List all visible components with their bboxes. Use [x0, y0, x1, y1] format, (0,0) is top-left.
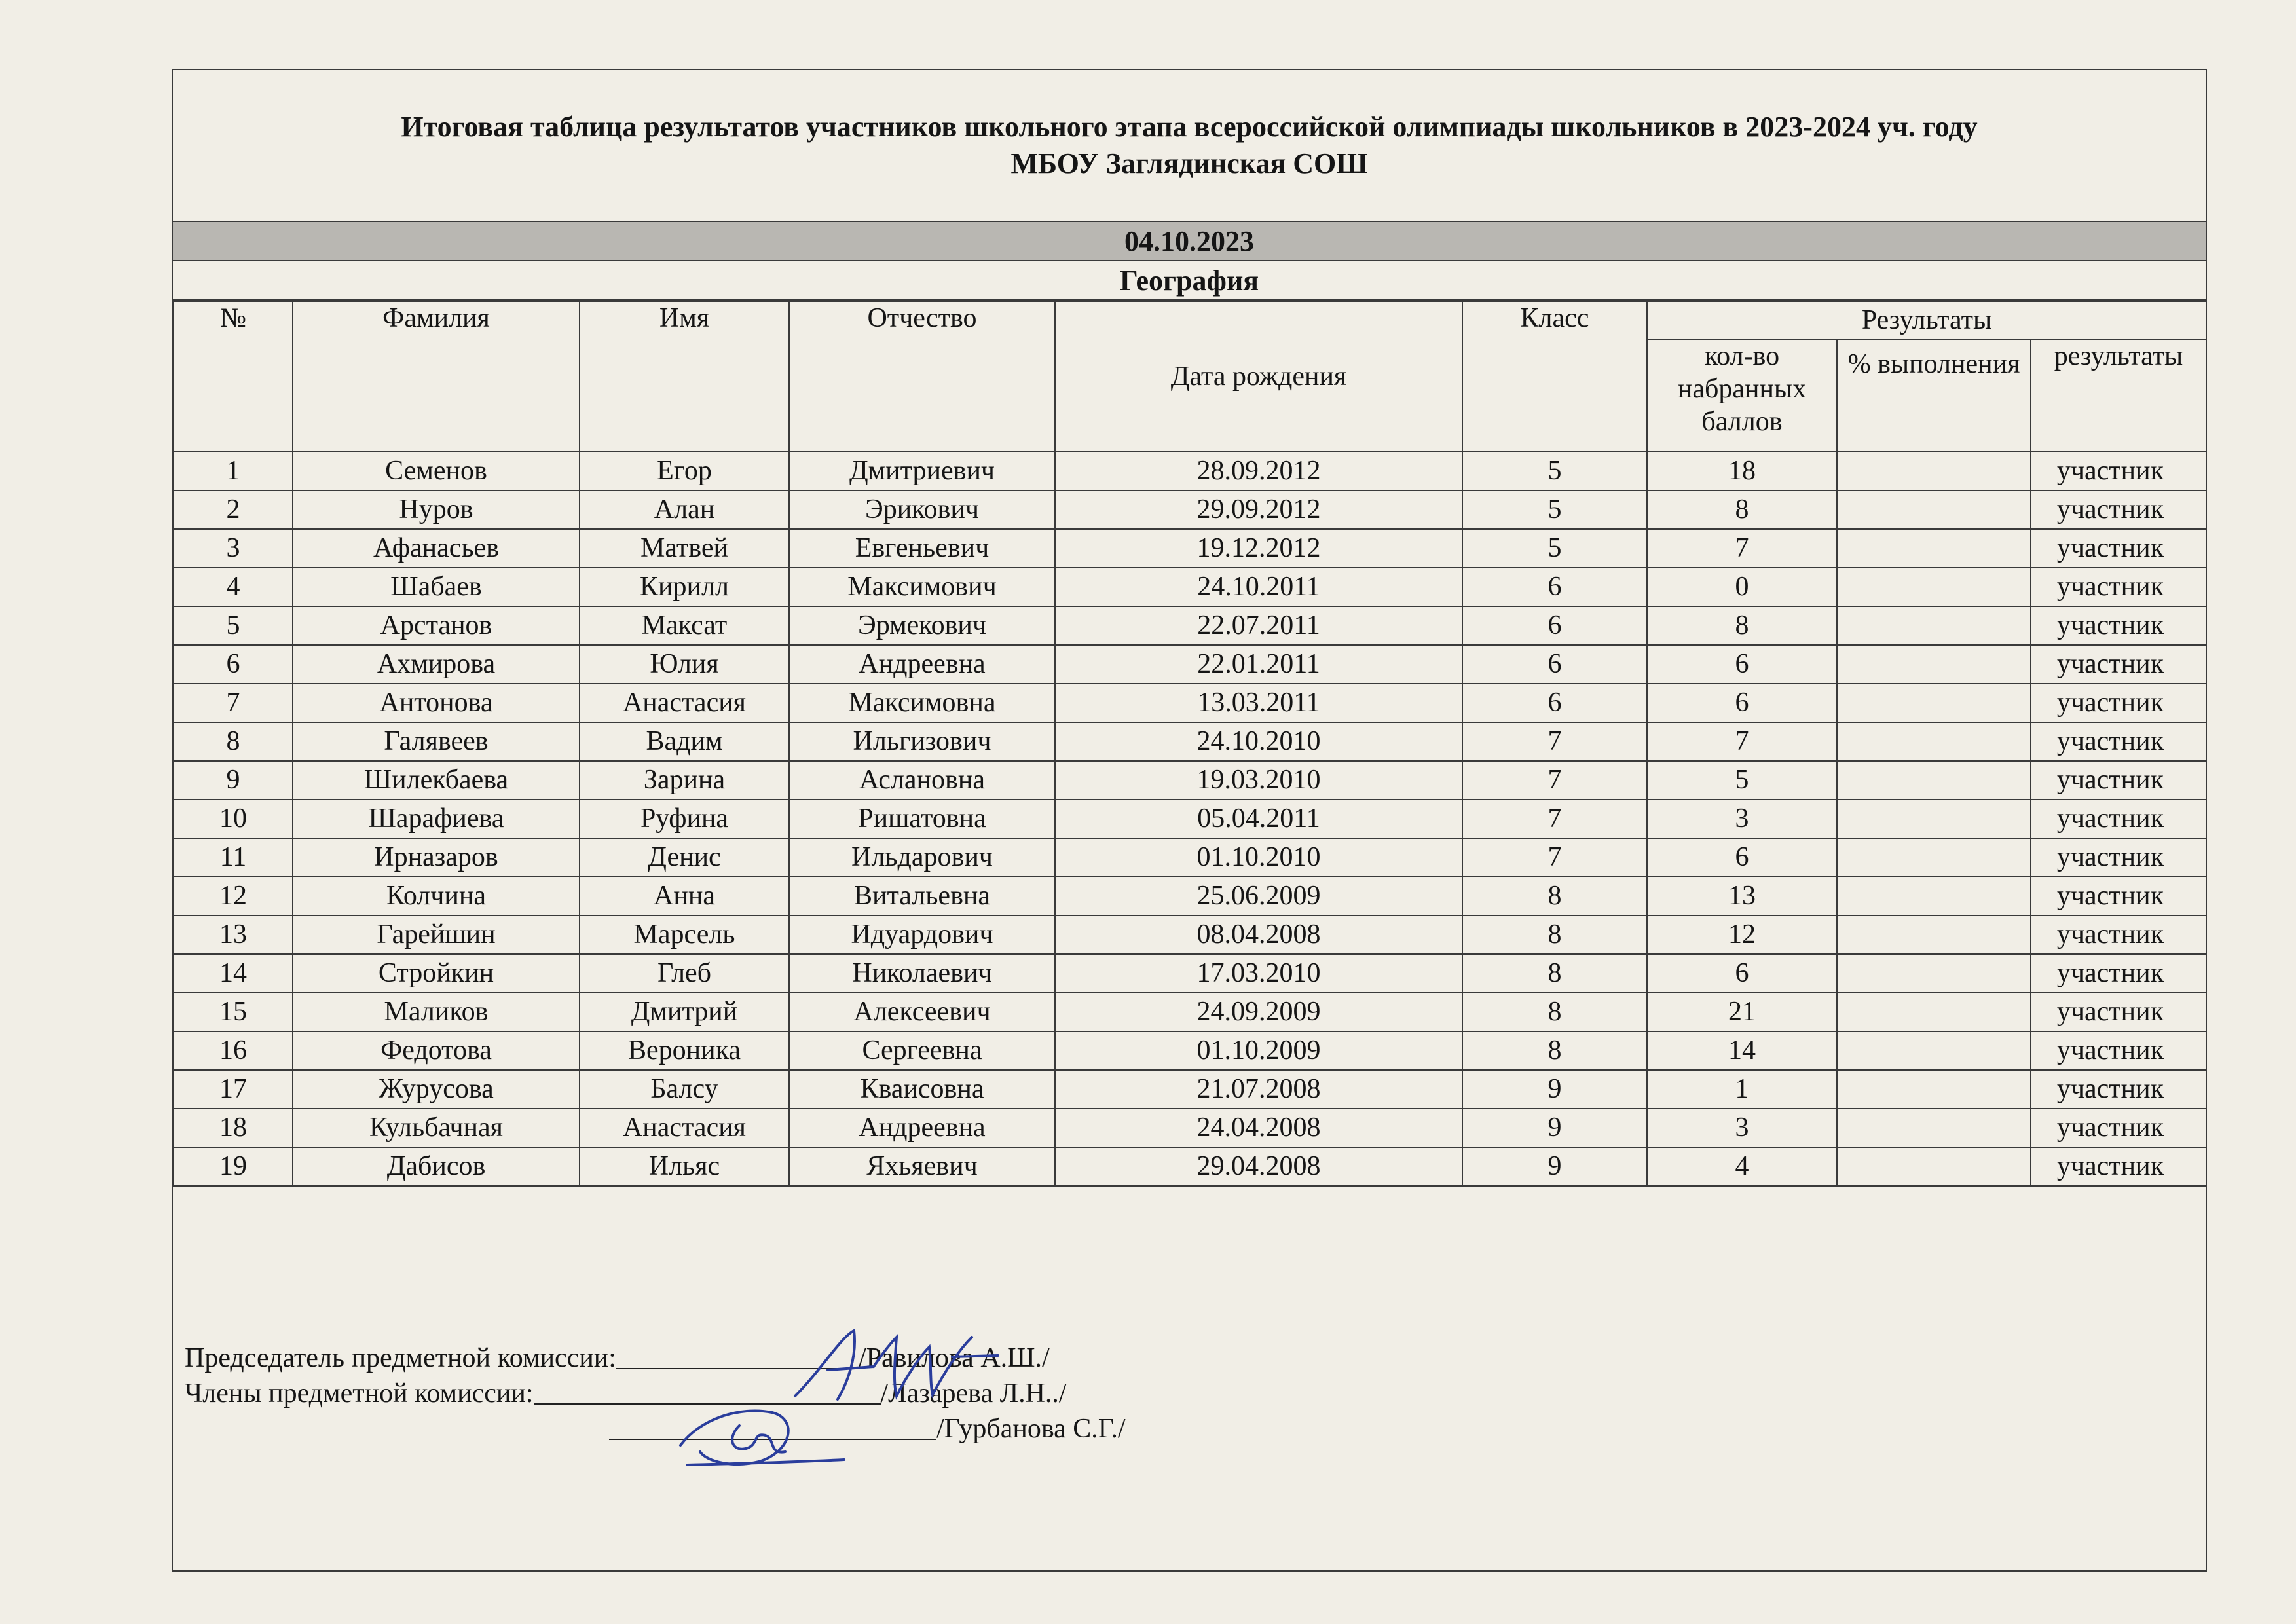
- cell-patronymic: Витальевна: [789, 877, 1055, 915]
- cell-score: 6: [1647, 684, 1837, 722]
- cell-grade: 6: [1462, 568, 1647, 606]
- header-score: кол-во набранных баллов: [1647, 339, 1837, 452]
- cell-percent: [1837, 722, 2031, 761]
- cell-num: 15: [174, 993, 293, 1031]
- table-row: [174, 1147, 2206, 1186]
- cell-name: Анастасия: [580, 684, 789, 722]
- table-row: [174, 800, 2206, 838]
- cell-grade: 8: [1462, 915, 1647, 954]
- cell-percent: [1837, 877, 2031, 915]
- cell-patronymic: Максимович: [789, 568, 1055, 606]
- cell-patronymic: Эрмекович: [789, 606, 1055, 645]
- cell-surname: Нуров: [293, 490, 580, 529]
- cell-num: 18: [174, 1109, 293, 1147]
- cell-score: 3: [1647, 1109, 1837, 1147]
- cell-birthdate: 01.10.2009: [1055, 1031, 1462, 1070]
- member1-name: /Лазарева Л.Н../: [880, 1378, 1067, 1409]
- cell-score: 12: [1647, 915, 1837, 954]
- cell-birthdate: 08.04.2008: [1055, 915, 1462, 954]
- cell-score: 6: [1647, 838, 1837, 877]
- cell-patronymic: Максимовна: [789, 684, 1055, 722]
- table-row: [174, 1031, 2206, 1070]
- cell-status: участник: [2031, 800, 2206, 838]
- cell-grade: 7: [1462, 761, 1647, 800]
- member2-name: /Гурбанова С.Г./: [936, 1414, 1126, 1444]
- header-num: №: [174, 301, 293, 452]
- results-table: [173, 301, 2207, 1187]
- cell-name: Максат: [580, 606, 789, 645]
- cell-status: участник: [2031, 915, 2206, 954]
- header-patronymic: Отчество: [789, 301, 1055, 452]
- cell-patronymic: Андреевна: [789, 645, 1055, 684]
- cell-num: 17: [174, 1070, 293, 1109]
- cell-score: 3: [1647, 800, 1837, 838]
- cell-num: 10: [174, 800, 293, 838]
- cell-score: 8: [1647, 490, 1837, 529]
- cell-name: Вадим: [580, 722, 789, 761]
- cell-name: Зарина: [580, 761, 789, 800]
- cell-grade: 6: [1462, 606, 1647, 645]
- cell-status: участник: [2031, 1147, 2206, 1186]
- cell-name: Руфина: [580, 800, 789, 838]
- cell-birthdate: 22.01.2011: [1055, 645, 1462, 684]
- cell-birthdate: 21.07.2008: [1055, 1070, 1462, 1109]
- cell-score: 7: [1647, 529, 1837, 568]
- cell-status: участник: [2031, 1070, 2206, 1109]
- table-row: [174, 1070, 2206, 1109]
- cell-patronymic: Ришатовна: [789, 800, 1055, 838]
- cell-status: участник: [2031, 645, 2206, 684]
- cell-status: участник: [2031, 1109, 2206, 1147]
- cell-percent: [1837, 915, 2031, 954]
- cell-patronymic: Алексеевич: [789, 993, 1055, 1031]
- cell-score: 18: [1647, 452, 1837, 490]
- title-line-1: Итоговая таблица результатов участников школьного этапа всероссийской олимпиады школьников в 2023-2024 уч. году: [401, 111, 1978, 143]
- cell-num: 7: [174, 684, 293, 722]
- cell-num: 5: [174, 606, 293, 645]
- cell-surname: Семенов: [293, 452, 580, 490]
- olympiad-date: [173, 222, 2206, 261]
- cell-score: 14: [1647, 1031, 1837, 1070]
- cell-num: 14: [174, 954, 293, 993]
- cell-status: участник: [2031, 954, 2206, 993]
- cell-grade: 8: [1462, 993, 1647, 1031]
- cell-percent: [1837, 606, 2031, 645]
- cell-birthdate: 29.09.2012: [1055, 490, 1462, 529]
- cell-patronymic: Эрикович: [789, 490, 1055, 529]
- cell-birthdate: 25.06.2009: [1055, 877, 1462, 915]
- table-row: [174, 954, 2206, 993]
- cell-name: Марсель: [580, 915, 789, 954]
- table-row: [174, 1109, 2206, 1147]
- cell-birthdate: 05.04.2011: [1055, 800, 1462, 838]
- cell-num: 11: [174, 838, 293, 877]
- cell-grade: 8: [1462, 1031, 1647, 1070]
- cell-score: 4: [1647, 1147, 1837, 1186]
- cell-score: 1: [1647, 1070, 1837, 1109]
- cell-patronymic: Николаевич: [789, 954, 1055, 993]
- cell-grade: 9: [1462, 1109, 1647, 1147]
- cell-num: 16: [174, 1031, 293, 1070]
- olympiad-date-text: 04.10.2023: [1124, 225, 1254, 257]
- cell-score: 5: [1647, 761, 1837, 800]
- cell-grade: 7: [1462, 838, 1647, 877]
- cell-surname: Шабаев: [293, 568, 580, 606]
- cell-status: участник: [2031, 452, 2206, 490]
- document-title: [173, 70, 2206, 222]
- cell-birthdate: 28.09.2012: [1055, 452, 1462, 490]
- cell-birthdate: 13.03.2011: [1055, 684, 1462, 722]
- cell-birthdate: 01.10.2010: [1055, 838, 1462, 877]
- cell-birthdate: 19.12.2012: [1055, 529, 1462, 568]
- cell-grade: 9: [1462, 1147, 1647, 1186]
- cell-birthdate: 24.09.2009: [1055, 993, 1462, 1031]
- cell-grade: 5: [1462, 490, 1647, 529]
- table-row: [174, 915, 2206, 954]
- cell-surname: Антонова: [293, 684, 580, 722]
- cell-grade: 7: [1462, 722, 1647, 761]
- title-line-2: МБОУ Заглядинская СОШ: [1010, 147, 1368, 179]
- cell-name: Дмитрий: [580, 993, 789, 1031]
- cell-grade: 5: [1462, 452, 1647, 490]
- cell-status: участник: [2031, 529, 2206, 568]
- cell-surname: Стройкин: [293, 954, 580, 993]
- cell-num: 13: [174, 915, 293, 954]
- cell-num: 9: [174, 761, 293, 800]
- cell-num: 2: [174, 490, 293, 529]
- cell-name: Юлия: [580, 645, 789, 684]
- header-name: Имя: [580, 301, 789, 452]
- header-grade: Класс: [1462, 301, 1647, 452]
- cell-surname: Ирназаров: [293, 838, 580, 877]
- cell-name: Матвей: [580, 529, 789, 568]
- cell-score: 8: [1647, 606, 1837, 645]
- cell-percent: [1837, 1070, 2031, 1109]
- cell-birthdate: 22.07.2011: [1055, 606, 1462, 645]
- cell-patronymic: Дмитриевич: [789, 452, 1055, 490]
- cell-name: Вероника: [580, 1031, 789, 1070]
- cell-surname: Гарейшин: [293, 915, 580, 954]
- cell-status: участник: [2031, 877, 2206, 915]
- cell-patronymic: Аслановна: [789, 761, 1055, 800]
- member2-signature-row: [185, 1411, 1125, 1447]
- cell-patronymic: Кваисовна: [789, 1070, 1055, 1109]
- chair-name: /Равилова А.Ш./: [858, 1343, 1050, 1373]
- chair-label: Председатель предметной комиссии:: [185, 1343, 616, 1373]
- cell-num: 6: [174, 645, 293, 684]
- table-row: [174, 877, 2206, 915]
- cell-surname: Галявеев: [293, 722, 580, 761]
- cell-score: 6: [1647, 954, 1837, 993]
- cell-patronymic: Яхьяевич: [789, 1147, 1055, 1186]
- header-status: результаты: [2031, 339, 2206, 452]
- subject-text: География: [1119, 264, 1259, 297]
- cell-status: участник: [2031, 606, 2206, 645]
- member-signature-stroke: [680, 1411, 844, 1465]
- cell-birthdate: 24.04.2008: [1055, 1109, 1462, 1147]
- cell-grade: 8: [1462, 954, 1647, 993]
- cell-name: Ильяс: [580, 1147, 789, 1186]
- cell-percent: [1837, 1109, 2031, 1147]
- cell-percent: [1837, 684, 2031, 722]
- cell-name: Денис: [580, 838, 789, 877]
- cell-surname: Федотова: [293, 1031, 580, 1070]
- cell-percent: [1837, 800, 2031, 838]
- cell-percent: [1837, 1031, 2031, 1070]
- cell-percent: [1837, 529, 2031, 568]
- cell-patronymic: Ильдарович: [789, 838, 1055, 877]
- cell-score: 0: [1647, 568, 1837, 606]
- cell-grade: 6: [1462, 645, 1647, 684]
- table-row: [174, 761, 2206, 800]
- cell-name: Кирилл: [580, 568, 789, 606]
- cell-patronymic: Ильгизович: [789, 722, 1055, 761]
- cell-patronymic: Сергеевна: [789, 1031, 1055, 1070]
- cell-num: 8: [174, 722, 293, 761]
- cell-surname: Шилекбаева: [293, 761, 580, 800]
- cell-status: участник: [2031, 993, 2206, 1031]
- cell-score: 6: [1647, 645, 1837, 684]
- cell-percent: [1837, 568, 2031, 606]
- cell-num: 3: [174, 529, 293, 568]
- cell-name: Балсу: [580, 1070, 789, 1109]
- table-row: [174, 606, 2206, 645]
- cell-percent: [1837, 954, 2031, 993]
- cell-num: 19: [174, 1147, 293, 1186]
- cell-status: участник: [2031, 722, 2206, 761]
- cell-surname: Журусова: [293, 1070, 580, 1109]
- table-row: [174, 722, 2206, 761]
- cell-percent: [1837, 993, 2031, 1031]
- cell-name: Алан: [580, 490, 789, 529]
- cell-patronymic: Евгеньевич: [789, 529, 1055, 568]
- cell-percent: [1837, 1147, 2031, 1186]
- cell-grade: 7: [1462, 800, 1647, 838]
- cell-score: 13: [1647, 877, 1837, 915]
- members-label: Члены предметной комиссии:: [185, 1378, 534, 1409]
- table-row: [174, 684, 2206, 722]
- cell-status: участник: [2031, 490, 2206, 529]
- cell-surname: Шарафиева: [293, 800, 580, 838]
- cell-birthdate: 17.03.2010: [1055, 954, 1462, 993]
- cell-grade: 8: [1462, 877, 1647, 915]
- cell-surname: Афанасьев: [293, 529, 580, 568]
- cell-birthdate: 24.10.2011: [1055, 568, 1462, 606]
- cell-birthdate: 24.10.2010: [1055, 722, 1462, 761]
- cell-status: участник: [2031, 568, 2206, 606]
- cell-score: 7: [1647, 722, 1837, 761]
- cell-surname: Маликов: [293, 993, 580, 1031]
- cell-surname: Арстанов: [293, 606, 580, 645]
- table-row: [174, 529, 2206, 568]
- cell-birthdate: 19.03.2010: [1055, 761, 1462, 800]
- cell-name: Егор: [580, 452, 789, 490]
- cell-surname: Дабисов: [293, 1147, 580, 1186]
- cell-name: Анастасия: [580, 1109, 789, 1147]
- cell-score: 21: [1647, 993, 1837, 1031]
- cell-grade: 6: [1462, 684, 1647, 722]
- cell-grade: 9: [1462, 1070, 1647, 1109]
- cell-percent: [1837, 761, 2031, 800]
- cell-status: участник: [2031, 838, 2206, 877]
- cell-num: 1: [174, 452, 293, 490]
- cell-grade: 5: [1462, 529, 1647, 568]
- cell-name: Глеб: [580, 954, 789, 993]
- table-row: [174, 490, 2206, 529]
- cell-birthdate: 29.04.2008: [1055, 1147, 1462, 1186]
- table-row: [174, 838, 2206, 877]
- cell-percent: [1837, 490, 2031, 529]
- cell-status: участник: [2031, 761, 2206, 800]
- cell-name: Анна: [580, 877, 789, 915]
- cell-num: 12: [174, 877, 293, 915]
- header-surname: Фамилия: [293, 301, 580, 452]
- member-signature-mark: [661, 1380, 857, 1485]
- table-row: [174, 452, 2206, 490]
- cell-surname: Кульбачная: [293, 1109, 580, 1147]
- cell-surname: Колчина: [293, 877, 580, 915]
- table-row: [174, 993, 2206, 1031]
- header-percent: % выполнения: [1837, 339, 2031, 452]
- results-sheet: [172, 69, 2207, 1572]
- cell-surname: Ахмирова: [293, 645, 580, 684]
- cell-percent: [1837, 838, 2031, 877]
- header-results: Результаты: [1647, 301, 2206, 339]
- table-row: [174, 568, 2206, 606]
- cell-percent: [1837, 452, 2031, 490]
- header-birthdate: Дата рождения: [1055, 301, 1462, 452]
- table-row: [174, 645, 2206, 684]
- subject-heading: [173, 261, 2206, 301]
- cell-patronymic: Андреевна: [789, 1109, 1055, 1147]
- cell-status: участник: [2031, 684, 2206, 722]
- cell-patronymic: Идуардович: [789, 915, 1055, 954]
- cell-percent: [1837, 645, 2031, 684]
- cell-num: 4: [174, 568, 293, 606]
- cell-status: участник: [2031, 1031, 2206, 1070]
